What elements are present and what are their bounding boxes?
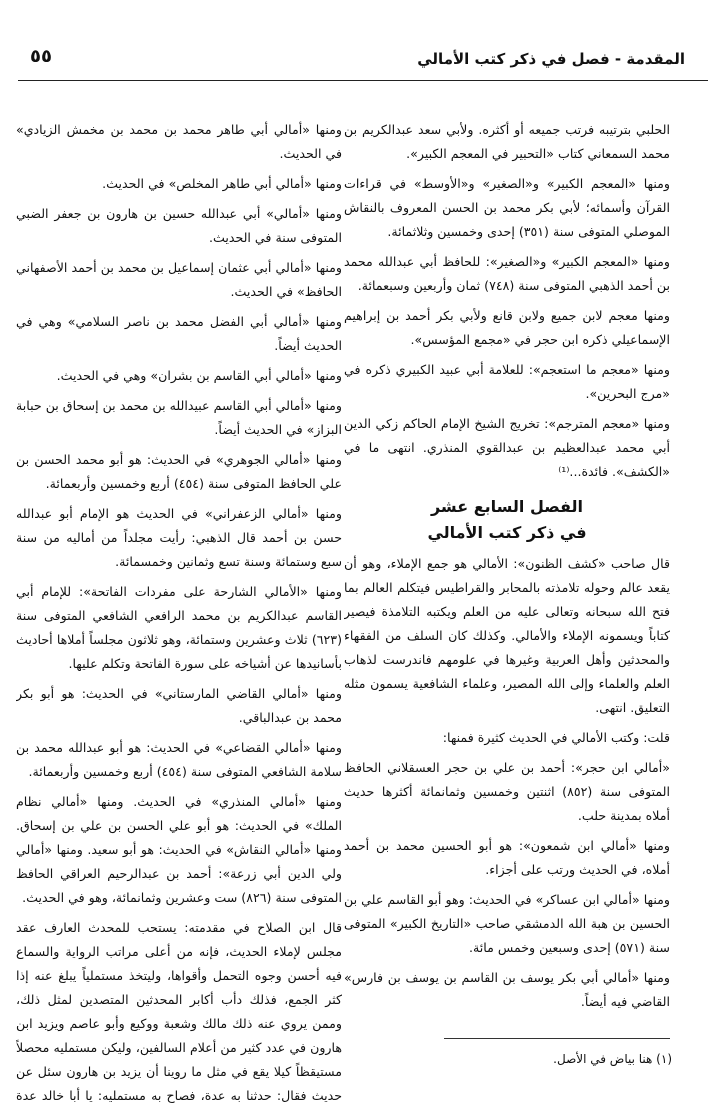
paragraph: ومنها «أمالي ابن شمعون»: هو أبو الحسين محمد بن أحمد أملاه، في الحديث ورتب على أجزاء. (344, 838, 670, 877)
paragraph: ومنها «أمالي الزعفراني» في الحديث هو الإمام أبو عبدالله حسن بن أحمد قال الذهبي: رأيت مجلداً من أماليه من سنة سبع وستمائة وسنة تسع وثمانين وخمسمائة. (16, 506, 342, 569)
paragraph: ومنها «المعجم الكبير» و«الصغير»: للحافظ أبي عبدالله محمد بن أحمد الذهبي المتوفى سنة (٧٤٨) ثمان وأربعين وسبعمائة. (344, 254, 670, 293)
chapter-heading (344, 494, 670, 546)
paragraph: ومنها «أمالي القضاعي» في الحديث: هو أبو عبدالله محمد بن سلامة الشافعي المتوفى سنة (٤٥٤) أربع وخمسين وأربعمائة. (16, 740, 342, 779)
header-rule (18, 80, 708, 81)
paragraph: ومنها معجم لابن جميع ولابن قانع ولأبي بكر أحمد بن إبراهيم الإسماعيلي ذكره ابن حجر في «مجمع المؤسس». (344, 308, 670, 347)
right-column (344, 118, 670, 1023)
paragraph: ومنها «أمالي أبي بكر يوسف بن القاسم بن يوسف بن فارس» القاضي فيه أيضاً. (344, 970, 670, 1009)
paragraph: ومنها «أمالي المنذري» في الحديث. ومنها «أمالي نظام الملك» في الحديث: هو أبو علي الحسن بن علي بن إسحاق. ومنها «أمالي النقاش» في الحديث: هو أبو سعيد. ومنها «أمالي ولي الدين أبي زرعة»: أحمد بن عبدالرحيم العراقي الحافظ المتوفى سنة (٨٢٦) ست وعشرين وثمانمائة، وهو في الحديث. (16, 794, 342, 905)
paragraph: قال صاحب «كشف الظنون»: الأمالي هو جمع الإملاء، وهو أن يقعد عالم وحوله تلامذته بالمحابر والقراطيس فيتكلم العالم بما فتح الله سبحانه وتعالى عليه من العلم ويكتبه التلامذة فيصير كتاباً ويسمونه الإملاء والأمالي. وكذلك كان السلف من الفقهاء والمحدثين وأهل العربية وغيرها في علومهم فاندرست لذهاب العلم والعلماء وإلى الله المصير، وعلماء الشافعية يسمون مثله التعليق. انتهى. (344, 556, 670, 715)
paragraph: الحلبي بترتيبه فرتب جميعه أو أكثره. ولأبي سعد عبدالكريم بن محمد السمعاني كتاب «التحبير في المعجم الكبير». (344, 122, 670, 161)
paragraph: ومنها «المعجم الكبير» و«الصغير» و«الأوسط» في قراءات القرآن وأسمائه؛ لأبي بكر محمد بن الحسن المعروف بالنقاش الموصلي المتوفى سنة (٣٥١) إحدى وخمسين وثلاثمائة. (344, 176, 670, 239)
running-head (30, 44, 685, 74)
paragraph: ومنها «أمالي أبي الفضل محمد بن ناصر السلامي» وهي في الحديث أيضاً. (16, 314, 342, 353)
paragraph (344, 1020, 670, 1023)
footnote-rule (444, 1038, 670, 1039)
paragraph: ومنها «أمالي أبي طاهر المخلص» في الحديث. (102, 176, 342, 191)
paragraph: قلت: وكتب الأمالي في الحديث كثيرة فمنها: (442, 730, 670, 745)
paragraph: قال ابن الصلاح في مقدمته: يستحب للمحدث العارف عقد مجلس لإملاء الحديث، فإنه من أعلى مراتب الرواية والسماع فيه أحسن وجوه التحمل وأقواها، وليتخذ مستملياً يبلغ عنه إذا كثر الجمع، فذلك دأب أكابر المحدثين المتصدين لمثل ذلك، وممن يروي عنه ذلك مالك وشعبة ووكيع وأبو عاصم ويزيد ابن هارون في عدد كثير من أعلام السالفين، وليكن مستمليه محصلاً مستيقظاً كيلا يقع في مثل ما روينا أن يزيد بن هارون سئل عن حديث فقال: حدثنا به عدة، فصاح به مستمليه: يا أبا خالد عدة (16, 920, 342, 1103)
paragraph: ومنها «أمالي القاضي المارستاني» في الحديث: هو أبو بكر محمد بن عبدالباقي. (16, 686, 342, 725)
running-title: المقدمة - فصل في ذكر كتب الأمالي (417, 50, 685, 68)
page-number: ٥٥ (30, 46, 52, 67)
chapter-heading-line1: الفصل السابع عشر (430, 497, 584, 516)
paragraph: ومنها «أمالي أبي القاسم عبيدالله بن محمد بن إسحاق بن حبابة البزاز» في الحديث أيضاً. (16, 398, 342, 437)
paragraph: ومنها «أمالي أبي عثمان إسماعيل بن محمد بن أحمد الأصفهاني الحافظ» في الحديث. (16, 260, 342, 299)
paragraph: ومنها «أمالي أبي طاهر محمد بن محمد بن مخمش الزيادي» في الحديث. (16, 122, 342, 161)
paragraph: ومنها «أمالي الجوهري» في الحديث: هو أبو محمد الحسن بن علي الحافظ المتوفى سنة (٤٥٤) أربع وخمسين وأربعمائة. (16, 452, 342, 491)
paragraph: ومنها «معجم المترجم»: تخريج الشيخ الإمام الحاكم زكي الدين أبي محمد عبدالعظيم بن عبدالقوي المنذري. انتهى ما في «الكشف». فائدة...⁽¹⁾ (344, 416, 670, 479)
paragraph: ومنها «أمالي ابن عساكر» في الحديث: وهو أبو القاسم علي بن الحسين بن هبة الله الدمشقي صاحب «التاريخ الكبير» المتوفى سنة (٥٧١) إحدى وسبعين وخمس مائة. (344, 892, 670, 955)
paragraph: ومنها «الأمالي الشارحة على مفردات الفاتحة»: للإمام أبي القاسم عبدالكريم بن محمد الرافعي الشافعي المتوفى سنة (٦٢٣) ثلاث وعشرين وستمائة، وهو ثلاثون مجلساً أملاها أحاديث بأسانيدها عن أشياخه على سورة الفاتحة وتكلم عليها. (16, 584, 342, 671)
chapter-heading-line2: في ذكر كتب الأمالي (427, 523, 587, 542)
paragraph: «أمالي ابن حجر»: أحمد بن علي بن حجر العسقلاني الحافظ المتوفى سنة (٨٥٢) اثنتين وخمسين وثمانمائة أكثرها حديث أملاه بمدينة حلب. (344, 760, 670, 823)
paragraph: ومنها «أمالي» أبي عبدالله حسين بن هارون بن جعفر الضبي المتوفى سنة في الحديث. (16, 206, 342, 245)
footnote: (١) هنا بياض في الأصل. (553, 1052, 672, 1066)
left-column (16, 118, 342, 1108)
paragraph: ومنها «أمالي أبي القاسم بن بشران» وهي في الحديث. (56, 368, 342, 383)
paragraph: ومنها «معجم ما استعجم»: للعلامة أبي عبيد الكبيري ذكره في «مرج البحرين». (344, 362, 670, 401)
